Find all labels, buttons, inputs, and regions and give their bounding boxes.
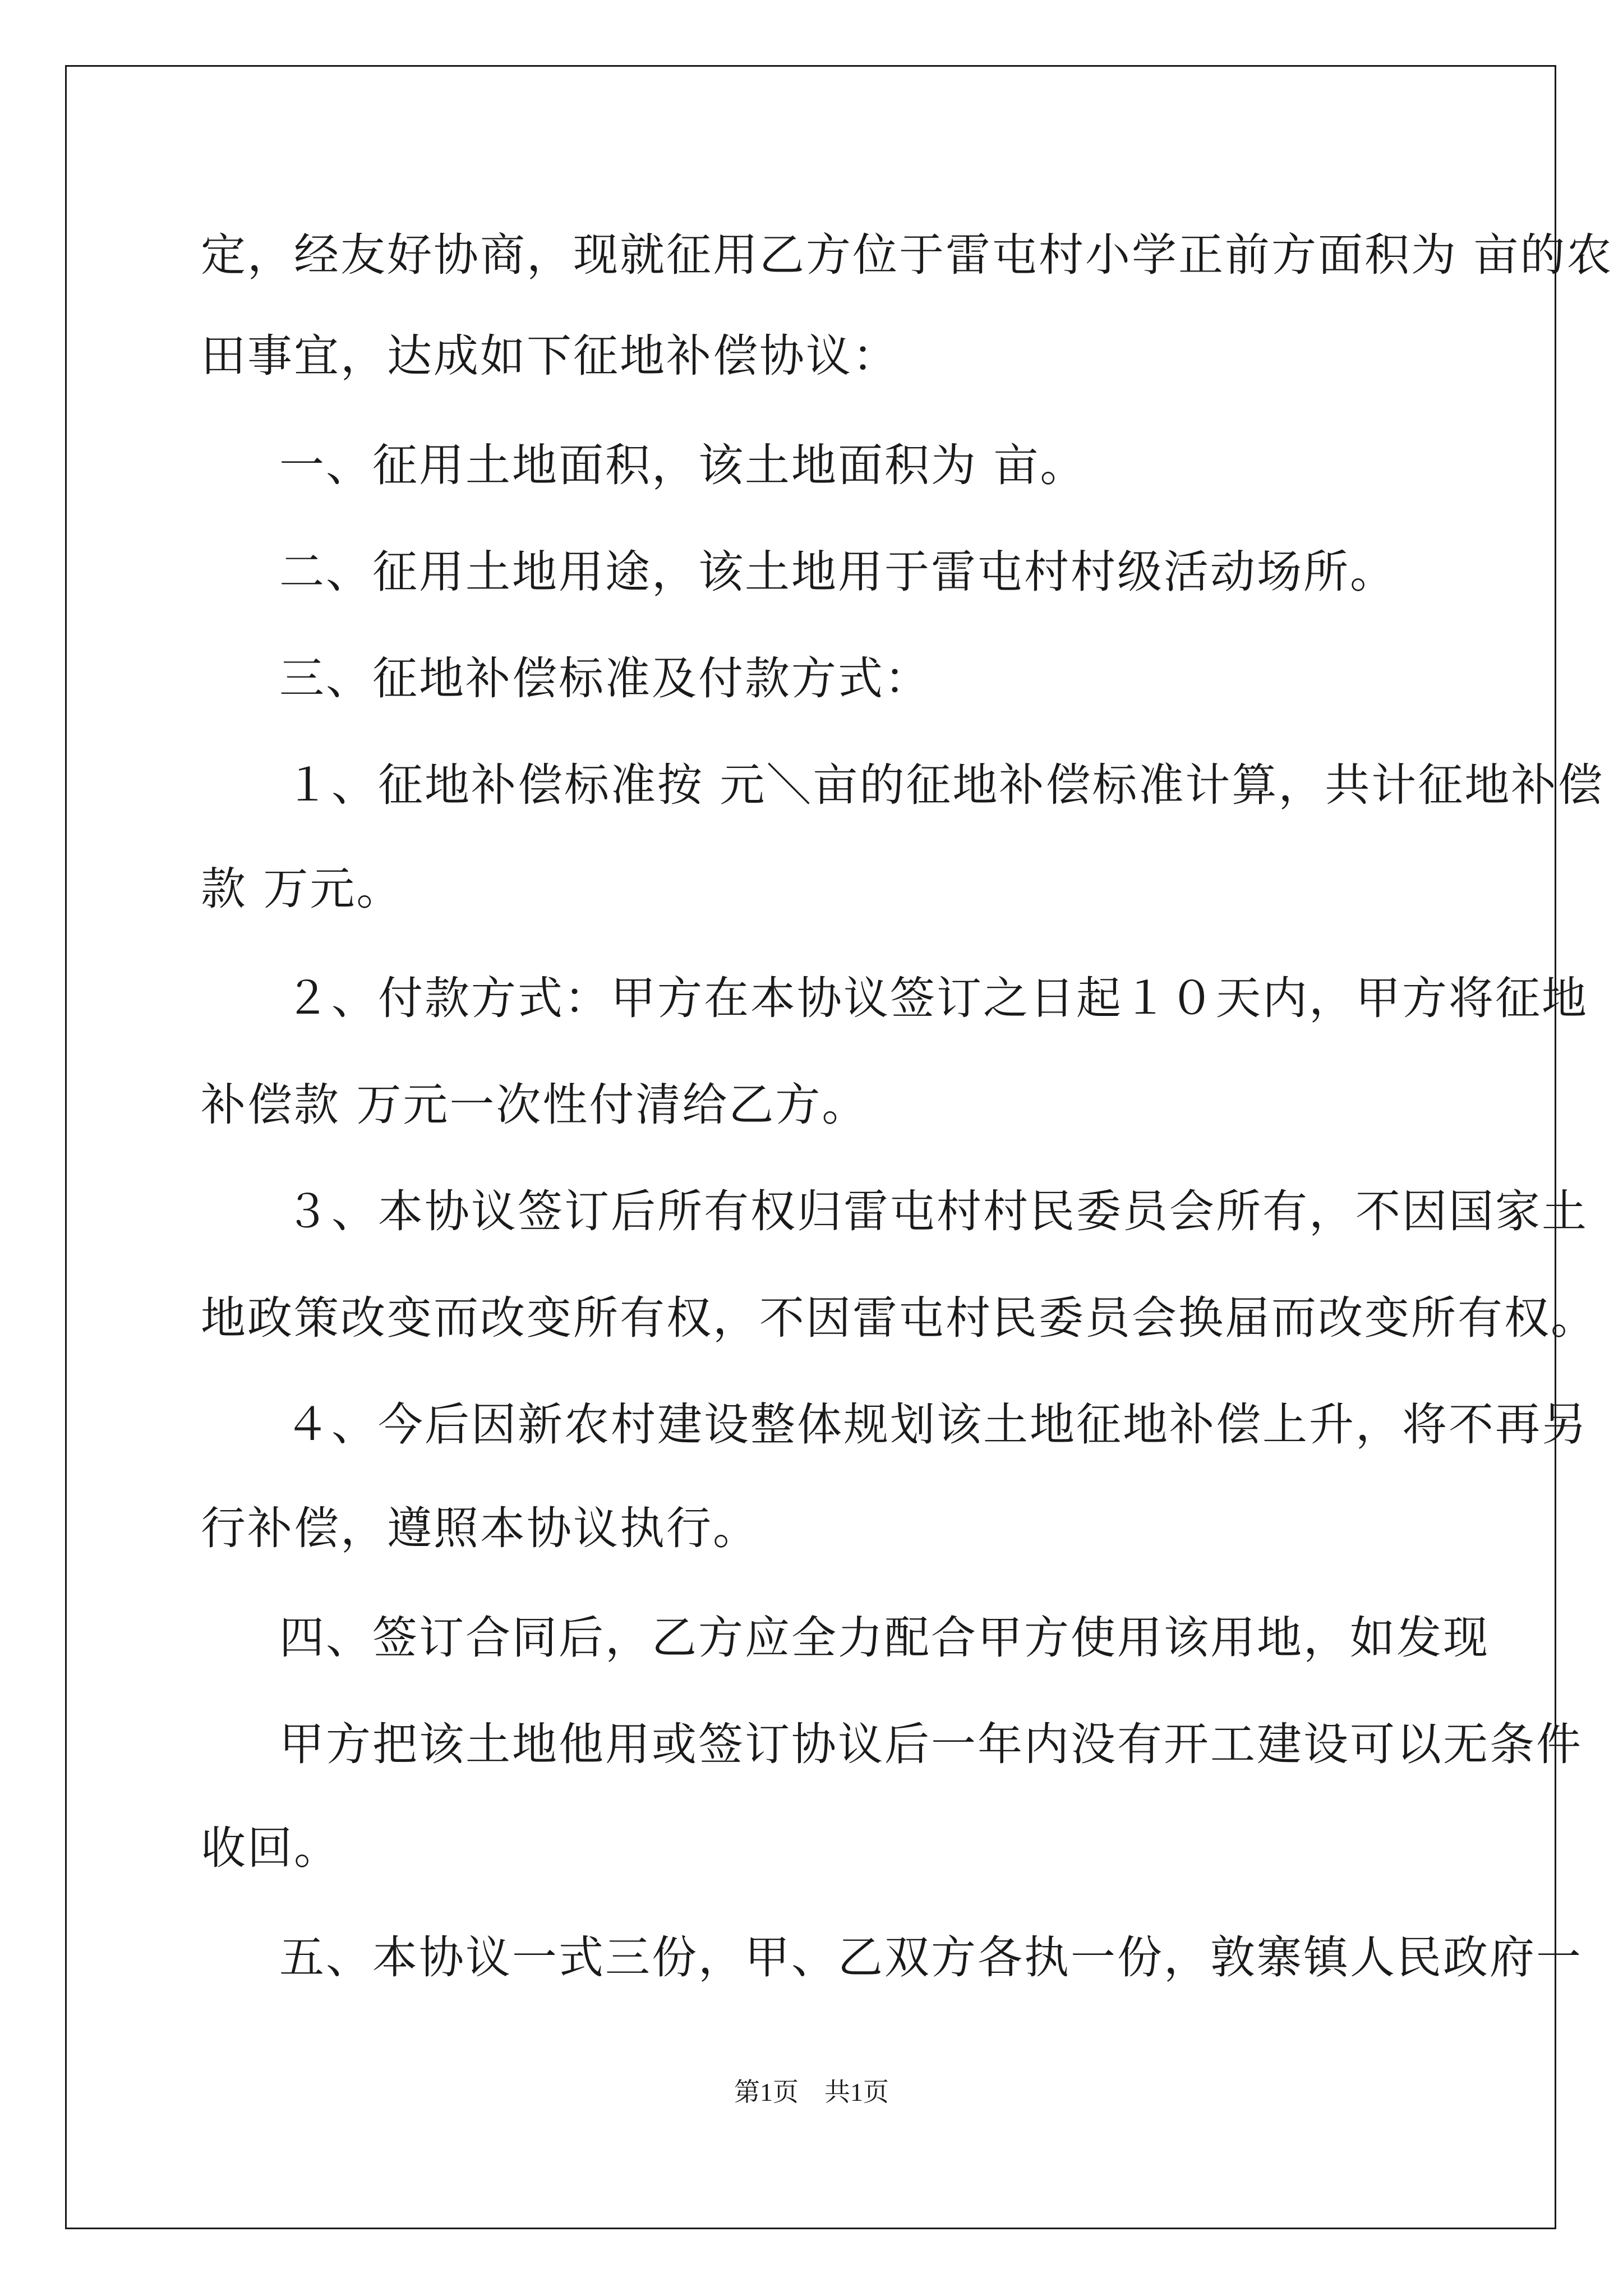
clause-1-line: 一、征用土地面积，该土地面积为 亩。 bbox=[279, 439, 1087, 491]
clause-2-line: 二、征用土地用途，该土地用于雷屯村村级活动场所。 bbox=[279, 546, 1396, 598]
item-2-line-1: ２、付款方式：甲方在本协议签订之日起１０天内，甲方将征地 bbox=[285, 972, 1588, 1024]
clause-4-line-1: 四、签订合同后，乙方应全力配合甲方使用该用地，如发现 bbox=[279, 1612, 1490, 1664]
item-2-line-2: 补偿款 万元一次性付清给乙方。 bbox=[201, 1079, 869, 1131]
clause-4-line-3: 收回。 bbox=[201, 1822, 340, 1874]
paragraph-line-2: 田事宜，达成如下征地补偿协议： bbox=[201, 330, 899, 382]
paragraph-line-1: 定，经友好协商，现就征用乙方位于雷屯村小学正前方面积为 亩的农 bbox=[201, 229, 1613, 281]
item-3-line-2: 地政策改变而改变所有权，不因雷屯村民委员会换届而改变所有权。 bbox=[201, 1292, 1597, 1344]
item-3-line-1: ３、本协议签订后所有权归雷屯村村民委员会所有，不因国家土 bbox=[285, 1185, 1588, 1237]
page-border bbox=[65, 65, 1613, 2229]
item-4-line-1: ４、今后因新农村建设整体规划该土地征地补偿上升，将不再另 bbox=[285, 1398, 1588, 1451]
item-4-line-2: 行补偿，遵照本协议执行。 bbox=[201, 1502, 759, 1554]
clause-4-line-2: 甲方把该土地他用或签订协议后一年内没有开工建设可以无条件 bbox=[279, 1718, 1583, 1770]
clause-3-heading: 三、征地补偿标准及付款方式： bbox=[279, 652, 931, 705]
page-number-footer: 第1页 共1页 bbox=[734, 2078, 889, 2106]
item-1-line-1: １、征地补偿标准按 元＼亩的征地补偿标准计算，共计征地补偿 bbox=[285, 759, 1604, 811]
clause-5-line-1: 五、本协议一式三份，甲、乙双方各执一份，敦寨镇人民政府一 bbox=[279, 1931, 1583, 1984]
item-1-line-2: 款 万元。 bbox=[201, 863, 403, 915]
